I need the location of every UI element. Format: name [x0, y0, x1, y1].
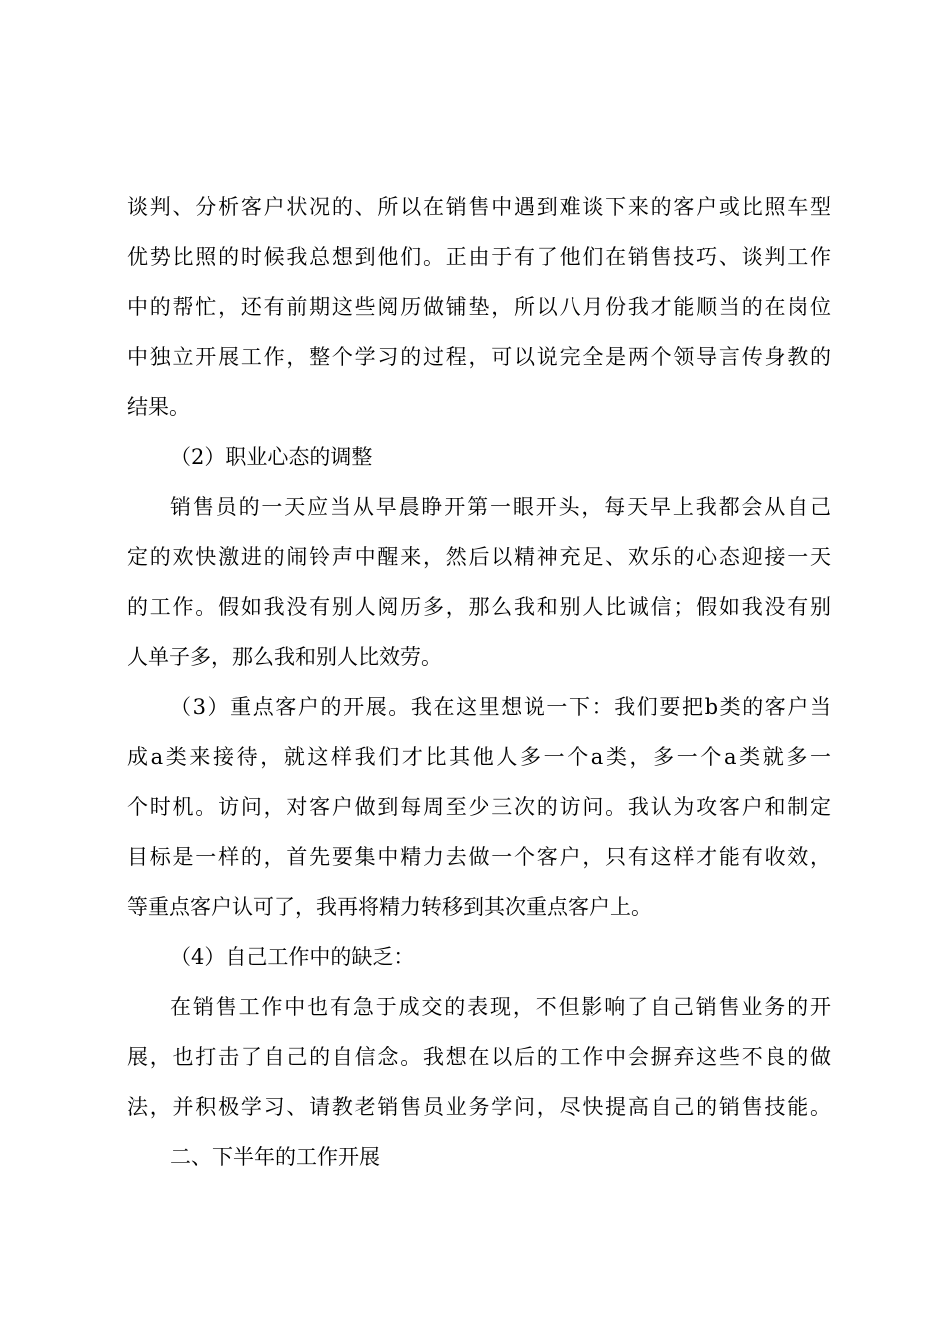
- paragraph-line: 优势比照的时候我总想到他们。正由于有了他们在销售技巧、谈判工作: [127, 245, 831, 269]
- paragraph-line: 定的欢快激进的闹铃声中醒来，然后以精神充足、欢乐的心态迎接一天: [127, 545, 831, 569]
- section-heading: （4）自己工作中的缺乏：: [170, 945, 415, 969]
- paragraph-line: （3）重点客户的开展。我在这里想说一下：我们要把b类的客户当: [170, 695, 831, 719]
- paragraph-line: 成a类来接待，就这样我们才比其他人多一个a类，多一个a类就多一: [127, 745, 831, 769]
- section-heading: 二、下半年的工作开展: [170, 1145, 380, 1169]
- paragraph-line: 谈判、分析客户状况的、所以在销售中遇到难谈下来的客户或比照车型: [127, 195, 831, 219]
- paragraph-line: 法，并积极学习、请教老销售员业务学问，尽快提高自己的销售技能。: [127, 1095, 831, 1119]
- paragraph-line: 等重点客户认可了，我再将精力转移到其次重点客户上。: [127, 895, 652, 919]
- paragraph-line: 展，也打击了自己的自信念。我想在以后的工作中会摒弃这些不良的做: [127, 1045, 831, 1069]
- paragraph-line: 中的帮忙，还有前期这些阅历做铺垫，所以八月份我才能顺当的在岗位: [127, 295, 831, 319]
- paragraph-line: 个时机。访问，对客户做到每周至少三次的访问。我认为攻客户和制定: [127, 795, 831, 819]
- paragraph-line: 人单子多，那么我和别人比效劳。: [127, 645, 442, 669]
- paragraph-line: 销售员的一天应当从早晨睁开第一眼开头，每天早上我都会从自己: [170, 495, 831, 519]
- paragraph-line: 目标是一样的，首先要集中精力去做一个客户，只有这样才能有收效，: [127, 845, 831, 869]
- section-heading: （2）职业心态的调整: [170, 445, 373, 469]
- paragraph-line: 在销售工作中也有急于成交的表现，不但影响了自己销售业务的开: [170, 995, 831, 1019]
- paragraph-line: 中独立开展工作，整个学习的过程，可以说完全是两个领导言传身教的: [127, 345, 831, 369]
- paragraph-line: 的工作。假如我没有别人阅历多，那么我和别人比诚信；假如我没有别: [127, 595, 831, 619]
- paragraph-line: 结果。: [127, 395, 190, 419]
